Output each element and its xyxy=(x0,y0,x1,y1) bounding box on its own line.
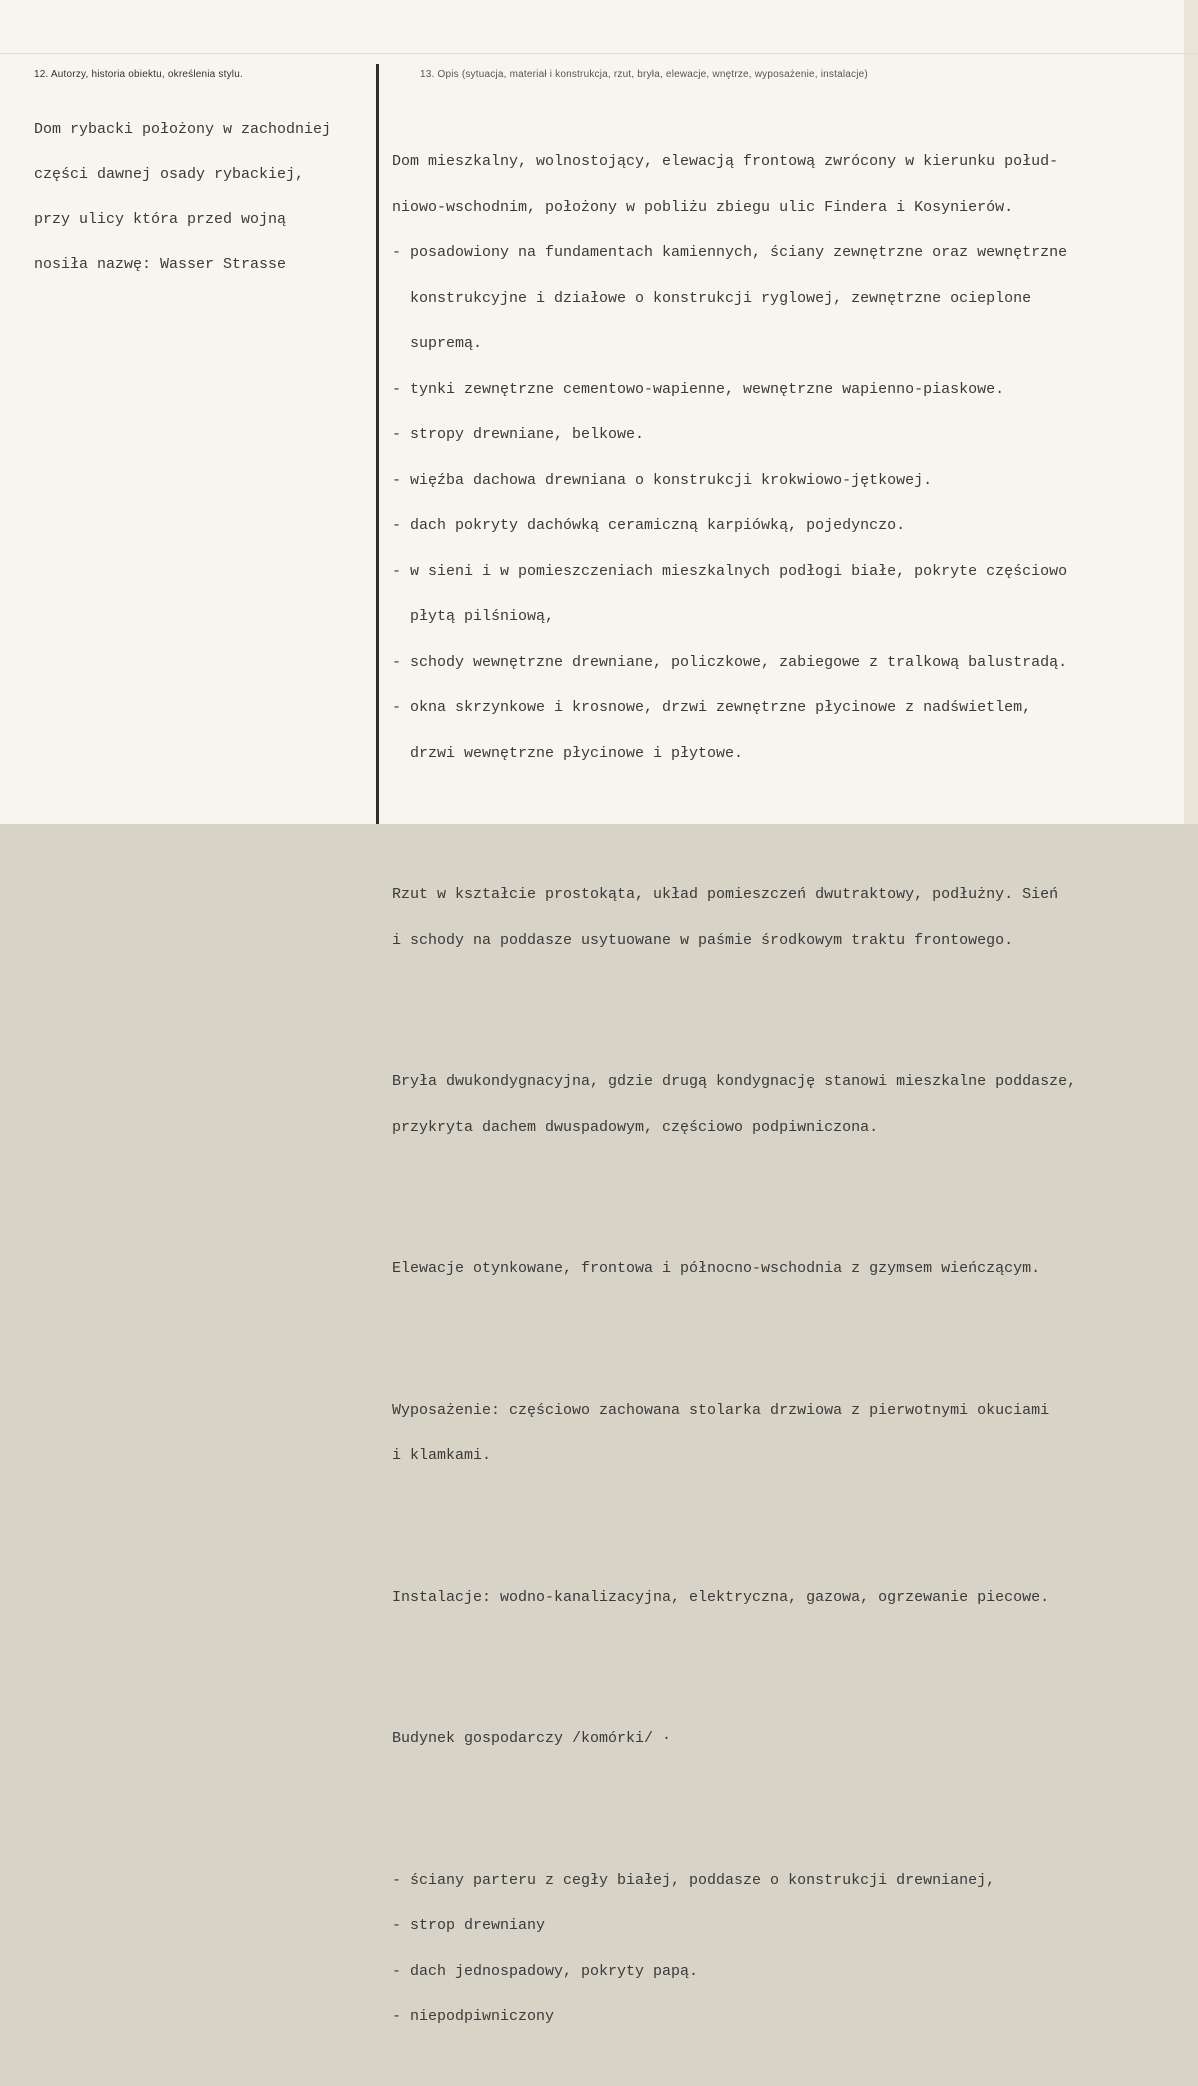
description-block xyxy=(392,857,1076,978)
section-13-text xyxy=(392,94,1076,2085)
section-12-text xyxy=(34,92,331,302)
text-line: drzwi wewnętrzne płycinowe i płytowe. xyxy=(392,744,744,762)
text-line: Rzut w kształcie prostokąta, układ pomieszczeń dwutraktowy, podłużny. Sień xyxy=(392,886,1059,903)
text-line: - schody wewnętrzne drewniane, policzkowe, zabiegowe z tralkową balustradą. xyxy=(392,653,1068,671)
text-line: Dom rybacki położony w zachodniej xyxy=(34,121,332,138)
text-line: płytą pilśniową, xyxy=(392,608,555,625)
text-line: nosiła nazwę: Wasser Strasse xyxy=(34,256,287,273)
top-rule xyxy=(0,53,1198,54)
text-line: - stropy drewniane, belkowe. xyxy=(392,426,645,443)
text-line: przy ulicy która przed wojną xyxy=(34,211,287,228)
description-block xyxy=(392,1701,1076,1777)
text-line: i klamkami. xyxy=(392,1447,492,1464)
text-line: - ściany parteru z cegły białej, poddasze o konstrukcji drewnianej, xyxy=(392,1871,996,1889)
description-block xyxy=(392,1231,1076,1307)
description-block xyxy=(392,1044,1076,1165)
text-line: supremą. xyxy=(392,335,483,352)
text-line: - dach pokryty dachówką ceramiczną karpiówką, pojedynczo. xyxy=(392,517,906,534)
text-line: - więźba dachowa drewniana o konstrukcji krokwiowo-jętkowej. xyxy=(392,471,933,489)
description-block xyxy=(392,1373,1076,1494)
text-line: konstrukcyjne i działowe o konstrukcji ryglowej, zewnętrzne ocieplone xyxy=(392,289,1032,307)
text-line: - okna skrzynkowe i krosnowe, drzwi zewnętrzne płycinowe z nadświetlem, xyxy=(392,699,1032,716)
text-line: - w sieni i w pomieszczeniach mieszkalnych podłogi białe, pokryte częściowo xyxy=(392,562,1068,580)
text-line: części dawnej osady rybackiej, xyxy=(34,166,305,183)
section-13-header: 13. Opis (sytuacja, materiał i konstrukcja, rzut, bryła, elewacje, wnętrze, wyposażenie, instalacje) xyxy=(420,69,868,80)
description-block xyxy=(392,1843,1076,2055)
text-line: Bryła dwukondygnacyjna, gdzie drugą kondygnację stanowi mieszkalne poddasze, xyxy=(392,1073,1077,1090)
text-line: i schody na poddasze usytuowane w paśmie środkowym traktu frontowego. xyxy=(392,931,1014,949)
text-line: - niepodpiwniczony xyxy=(392,2008,555,2025)
text-line: Dom mieszkalny, wolnostojący, elewacją frontową zwrócony w kierunku połud- xyxy=(392,153,1059,170)
text-line: Budynek gospodarczy /komórki/ · xyxy=(392,1730,672,1747)
text-line: Instalacje: wodno-kanalizacyjna, elektryczna, gazowa, ogrzewanie piecowe. xyxy=(392,1588,1050,1606)
text-line: Elewacje otynkowane, frontowa i północno-wschodnia z gzymsem wieńczącym. xyxy=(392,1260,1041,1277)
text-line: - tynki zewnętrzne cementowo-wapienne, wewnętrzne wapienno-piaskowe. xyxy=(392,380,1005,398)
section-12-header: 12. Autorzy, historia obiektu, określenia stylu. xyxy=(34,69,243,80)
description-block xyxy=(392,1560,1076,1636)
description-block xyxy=(392,124,1076,791)
text-line: - posadowiony na fundamentach kamiennych, ściany zewnętrzne oraz wewnętrzne xyxy=(392,244,1068,261)
text-line: - dach jednospadowy, pokryty papą. xyxy=(392,1962,699,1980)
text-line: przykryta dachem dwuspadowym, częściowo podpiwniczona. xyxy=(392,1118,879,1136)
text-line: - strop drewniany xyxy=(392,1917,546,1934)
text-line: Wyposażenie: częściowo zachowana stolarka drzwiowa z pierwotnymi okuciami xyxy=(392,1401,1050,1419)
column-divider xyxy=(376,64,379,824)
text-line: niowo-wschodnim, położony w pobliżu zbiegu ulic Findera i Kosynierów. xyxy=(392,198,1014,216)
card-edge xyxy=(1184,0,1198,824)
